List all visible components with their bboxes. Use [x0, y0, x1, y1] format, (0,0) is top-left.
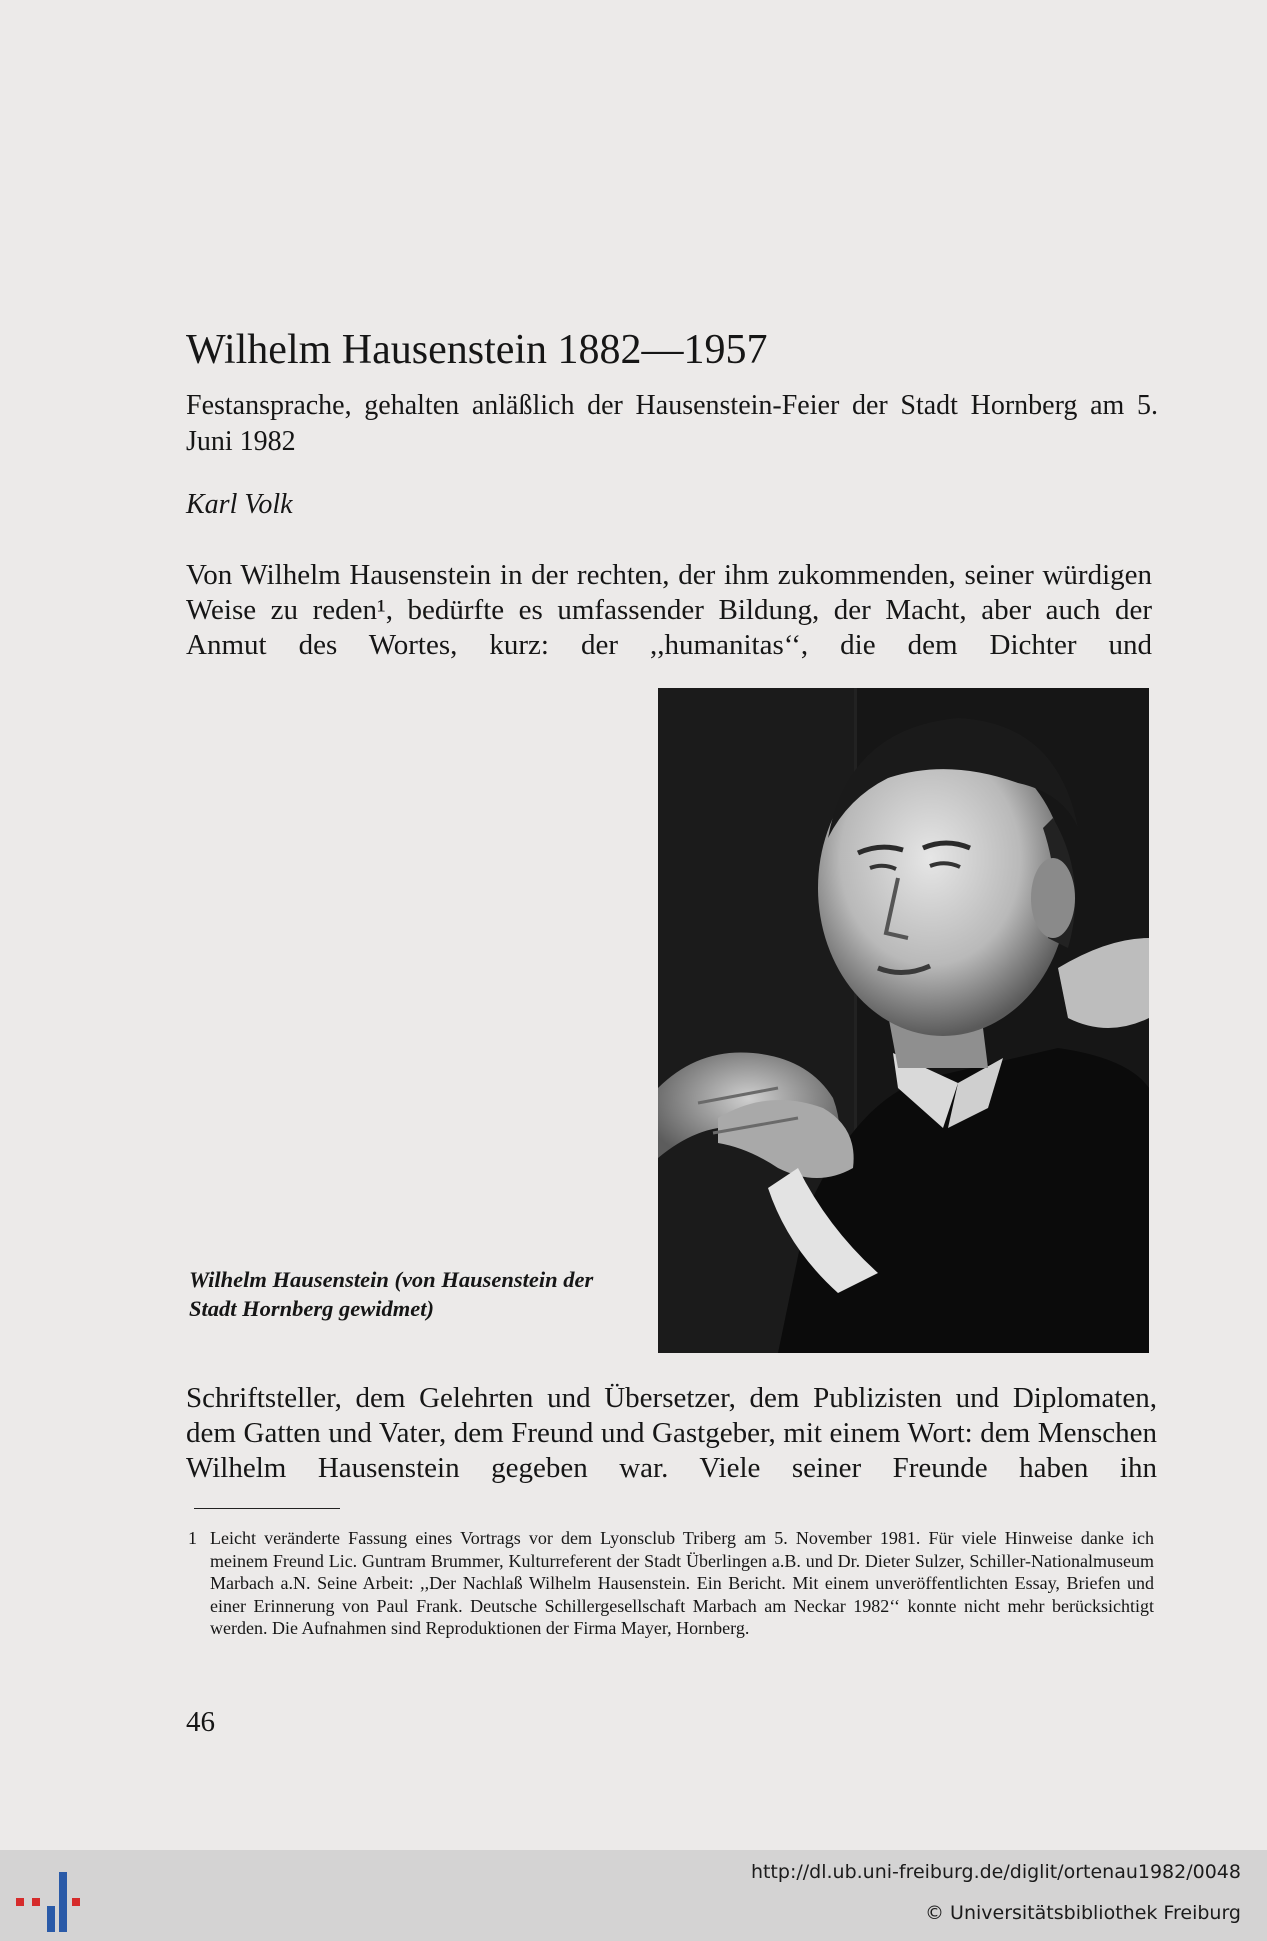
- footnote: [188, 1527, 1154, 1640]
- portrait-illustration: [658, 688, 1149, 1353]
- page-number: 46: [186, 1706, 215, 1738]
- body-paragraph-2: Schriftsteller, dem Gelehrten und Übersetzer, dem Publizisten und Diplomaten, dem Gatten und Vater, dem Freund und Gastgeber, mit einem Wort: dem Menschen Wilhelm Hausenstein gegeben war. Viele seiner Freunde haben ihn: [186, 1382, 1157, 1484]
- copyright-notice: © Universitätsbibliothek Freiburg: [925, 1902, 1241, 1924]
- footnote-number: 1: [188, 1528, 197, 1548]
- photo-caption: Wilhelm Hausenstein (von Hausenstein der Stadt Hornberg gewidmet): [189, 1267, 594, 1321]
- footnote-text: Leicht veränderte Fassung eines Vortrags vor dem Lyonsclub Triberg am 5. November 1981. Für viele Hinweise danke ich meinem Freund Lic. Guntram Brummer, Kulturreferent der Stadt Überlingen a.B. und Dr. Dieter Sulzer, Schiller-Nationalmuseum Marbach a.N. Seine Arbeit: ,,Der Nachlaß Wilhelm Hausenstein. Ein Bericht. Mit einem unveröffentlichten Essay, Briefen und einer Erinnerung von Paul Frank. Deutsche Schillergesellschaft Marbach am Neckar 1982‘‘ konnte nicht mehr berücksichtigt werden. Die Aufnahmen sind Reproduktionen der Firma Mayer, Hornberg.: [210, 1528, 1154, 1638]
- permalink-url[interactable]: http://dl.ub.uni-freiburg.de/diglit/ortenau1982/0048: [750, 1861, 1241, 1883]
- article-author: Karl Volk: [186, 489, 293, 520]
- body-paragraph-1: Von Wilhelm Hausenstein in der rechten, der ihm zukommenden, seiner würdigen Weise zu reden¹, bedürfte es umfassender Bildung, der Macht, aber auch der Anmut des Wortes, kurz: der ,,humanitas‘‘, die dem Dichter und: [186, 559, 1152, 661]
- article-subtitle: Festansprache, gehalten anläßlich der Hausenstein-Feier der Stadt Hornberg am 5. Juni 1982: [186, 390, 1158, 457]
- article-title: Wilhelm Hausenstein 1882—1957: [186, 327, 768, 373]
- ub-freiburg-logo-icon: [14, 1872, 84, 1932]
- viewer-footer-bar: [0, 1850, 1267, 1941]
- footnote-divider: [194, 1508, 340, 1509]
- portrait-photo: [658, 688, 1149, 1353]
